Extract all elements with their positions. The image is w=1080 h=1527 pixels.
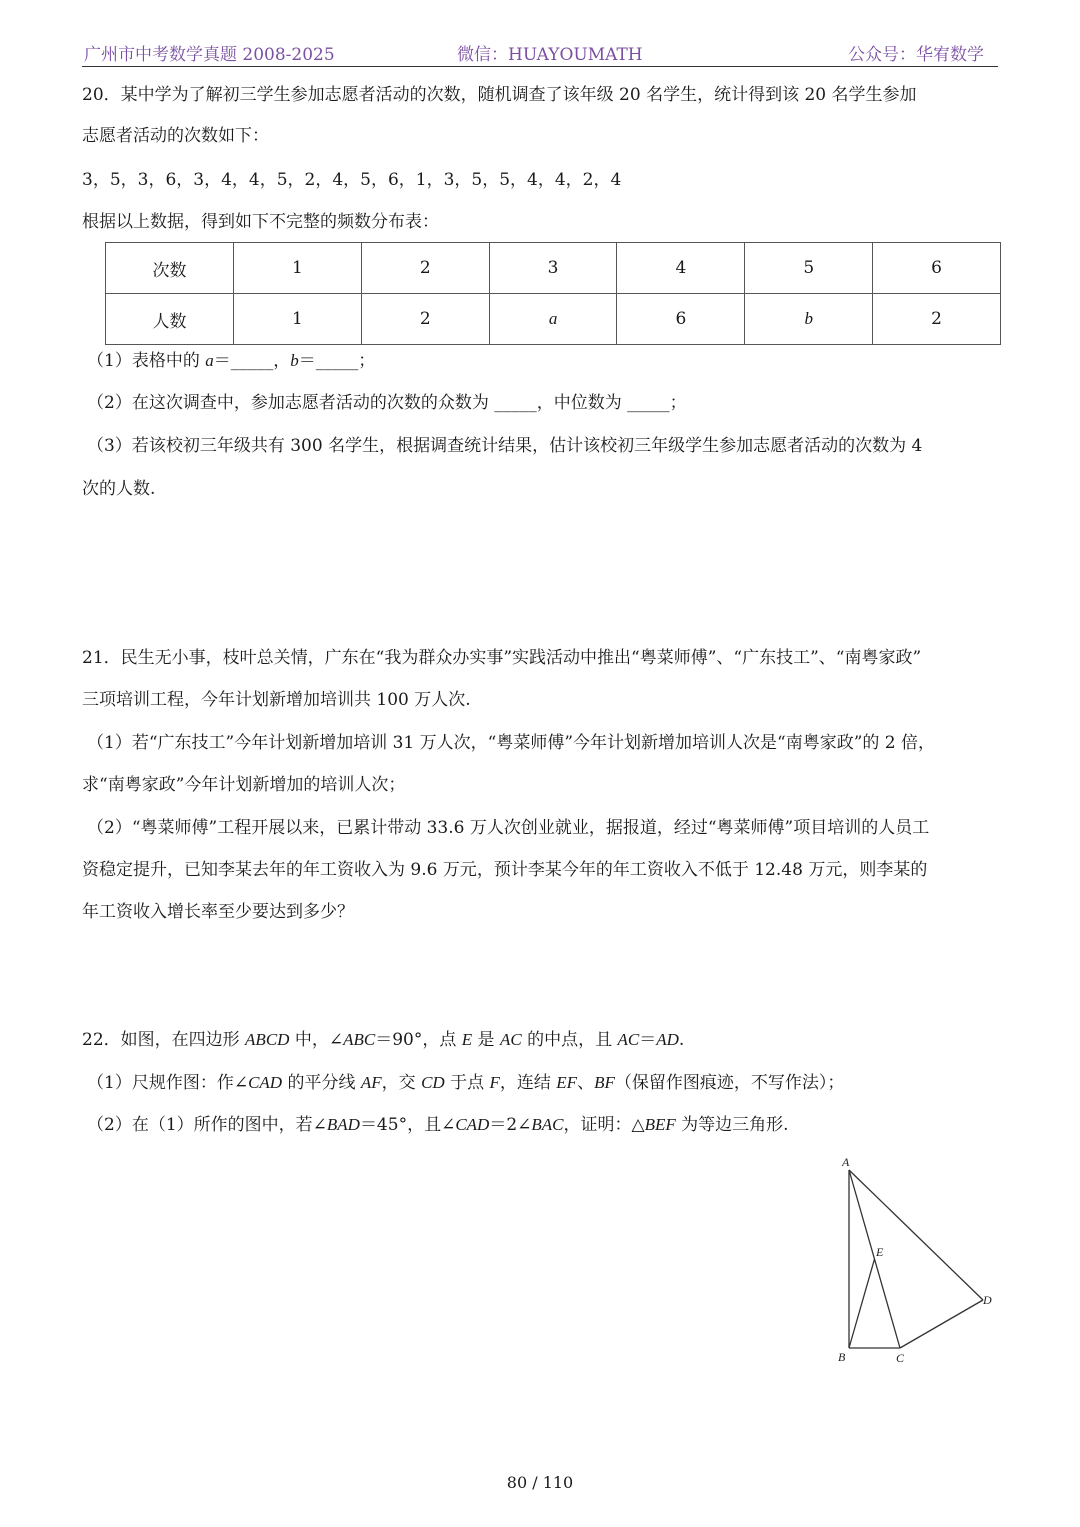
q22-stem: 22．如图，在四边形 ABCD 中，∠ABC＝90°，点 E 是 AC 的中点，且 AC＝AD. (82, 1030, 685, 1050)
header-title: 广州市中考数学真题 2008-2025 (84, 45, 335, 65)
q20-part2: （2）在这次调查中，参加志愿者活动的次数的众数为 _____，中位数为 _____； (87, 393, 687, 413)
q22-part2: （2）在（1）所作的图中，若∠BAD＝45°，且∠CAD＝2∠BAC，证明：△BEF 为等边三角形. (87, 1115, 789, 1135)
table-row-count (106, 243, 1001, 294)
table-cell: 1 (234, 294, 362, 345)
table-cell: 3 (489, 243, 617, 294)
table-cell: 次数 (106, 243, 234, 294)
header-account: 公众号：华宥数学 (848, 45, 984, 65)
q20-part3-line1: （3）若该校初三年级共有 300 名学生，根据调查统计结果，估计该校初三年级学生参加志愿者活动的次数为 4 (87, 436, 923, 456)
point-label-d: D (983, 1293, 992, 1307)
table-cell: 2 (873, 294, 1001, 345)
table-cell-a: a (489, 294, 617, 345)
frequency-table (105, 242, 1001, 345)
q21-stem-line2: 三项培训工程，今年计划新增加培训共 100 万人次. (82, 690, 471, 710)
point-label-b: B (838, 1350, 846, 1364)
table-cell: 6 (617, 294, 745, 345)
table-cell: 2 (361, 294, 489, 345)
q21-part1-line1: （1）若“广东技工”今年计划新增加培训 31 万人次，“粤菜师傅”今年计划新增加培训人次是“南粤家政”的 2 倍， (87, 733, 936, 753)
segment-ad (849, 1170, 983, 1300)
table-cell: 1 (234, 243, 362, 294)
q21-part2-line3: 年工资收入增长率至少要达到多少？ (82, 902, 354, 922)
geometry-figure (820, 1150, 1010, 1370)
q22-part1: （1）尺规作图：作∠CAD 的平分线 AF，交 CD 于点 F，连结 EF、BF（保留作图痕迹，不写作法）； (87, 1073, 845, 1093)
q21-part2-line2: 资稳定提升，已知李某去年的年工资收入为 9.6 万元，预计李某今年的年工资收入不低于 12.48 万元，则李某的 (82, 860, 928, 880)
table-cell: 4 (617, 243, 745, 294)
q21-stem-line1: 21．民生无小事，枝叶总关情，广东在“我为群众办实事”实践活动中推出“粤菜师傅”、“广东技工”、“南粤家政” (82, 648, 922, 668)
q20-data-line: 3，5，3，6，3，4，4，5，2，4，5，6，1，3，5，5，4，4，2，4 (82, 170, 622, 190)
header-wechat: 微信：HUAYOUMATH (457, 45, 643, 65)
q20-part3-line2: 次的人数. (82, 479, 156, 499)
page-header (82, 38, 998, 67)
table-cell-b: b (745, 294, 873, 345)
segment-cd (900, 1300, 983, 1348)
q20-part1: （1）表格中的 a＝_____，b＝_____； (87, 351, 376, 371)
q20-stem-line2: 志愿者活动的次数如下： (82, 126, 269, 146)
q20-stem-line1: 20．某中学为了解初三学生参加志愿者活动的次数，随机调查了该年级 20 名学生，统计得到该 20 名学生参加 (82, 85, 917, 105)
q20-table-intro: 根据以上数据，得到如下不完整的频数分布表： (82, 212, 439, 232)
table-row-people (106, 294, 1001, 345)
table-cell: 2 (361, 243, 489, 294)
page-number: 80 / 110 (506, 1473, 574, 1492)
table-cell: 6 (873, 243, 1001, 294)
q21-part2-line1: （2）“粤菜师傅”工程开展以来，已累计带动 33.6 万人次创业就业，据报道，经过“粤菜师傅”项目培训的人员工 (87, 818, 930, 838)
point-label-e: E (876, 1245, 884, 1259)
table-cell: 人数 (106, 294, 234, 345)
segment-be (849, 1259, 875, 1348)
point-label-a: A (842, 1155, 850, 1169)
table-cell: 5 (745, 243, 873, 294)
q21-part1-line2: 求“南粤家政”今年计划新增加的培训人次； (82, 775, 406, 795)
point-label-c: C (896, 1351, 905, 1365)
